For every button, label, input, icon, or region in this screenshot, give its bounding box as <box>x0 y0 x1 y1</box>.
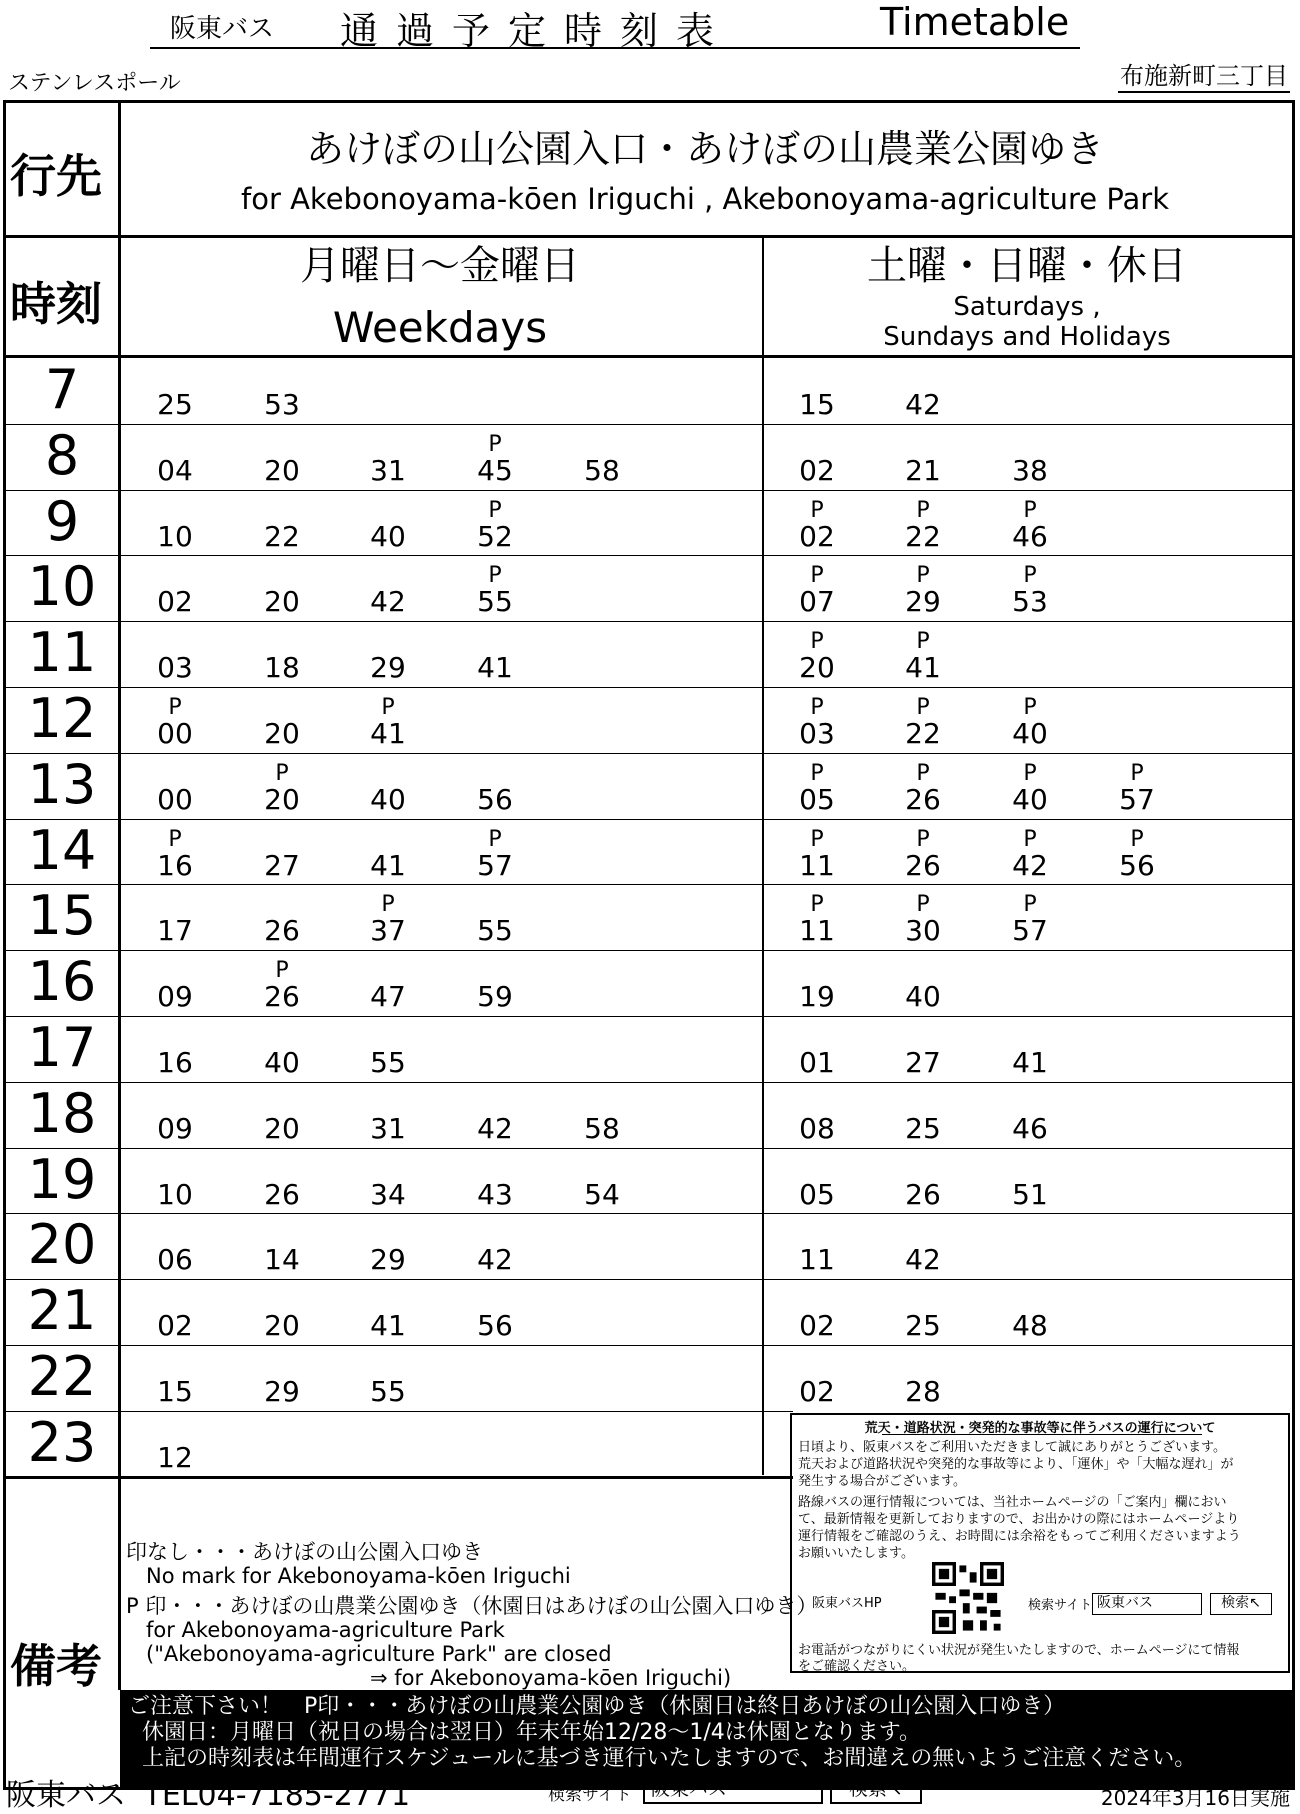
holiday-departure-minute: 22 <box>905 717 941 750</box>
destination-en: for Akebonoyama-kōen Iriguchi , Akebonoyama-agriculture Park <box>241 182 1169 216</box>
p-mark: P <box>916 760 930 786</box>
holiday-departure-minute: 02 <box>799 1375 835 1408</box>
hour-row-divider <box>3 687 1295 688</box>
weekday-departure-minute: 55 <box>370 1046 406 1079</box>
remarks-no-mark-jp: 印なし・・・あけぼの山公園入口ゆき <box>126 1540 483 1564</box>
hour-label: 9 <box>44 489 80 553</box>
caution-line: 上記の時刻表は年間運行スケジュールに基づき運行いたしますので、お間違えの無いようご注意ください。 <box>142 1746 1197 1771</box>
weekday-departure-minute: 16 <box>157 848 193 882</box>
weekday-departure-minute: 17 <box>157 914 193 948</box>
p-mark: P <box>916 629 930 655</box>
weekday-departure-minute: 56 <box>477 782 513 816</box>
holiday-departure-minute: 07 <box>799 585 835 619</box>
holiday-departure-minute: 27 <box>905 1046 941 1079</box>
hour-label: 23 <box>27 1410 97 1474</box>
holiday-departure-minute: 22 <box>905 519 941 553</box>
caution-line: 休園日：月曜日（祝日の場合は翌日）年末年始12/28～1/4は休園となります。 <box>142 1720 922 1745</box>
weekday-departure-minute: 25 <box>157 388 193 421</box>
hour-label: 18 <box>27 1081 97 1145</box>
p-mark: P <box>1023 760 1037 786</box>
weekday-departure-minute: 09 <box>157 980 193 1014</box>
hour-label: 20 <box>27 1213 97 1277</box>
footer-tel[interactable]: TEL04-7185-2771 <box>143 1778 411 1813</box>
weekends-en <box>762 292 1292 352</box>
holiday-departure-minute: 25 <box>905 1309 941 1343</box>
p-mark: P <box>168 695 182 720</box>
hour-row-divider <box>3 1082 1295 1083</box>
holiday-departure-minute: 02 <box>799 453 835 487</box>
remarks-label: 備考 <box>10 1639 102 1693</box>
weekday-departure-minute: 43 <box>477 1177 513 1211</box>
weekday-departure-minute: 55 <box>370 1375 406 1408</box>
weekday-departure-minute: 41 <box>477 651 513 685</box>
weekday-departure-minute: 34 <box>370 1177 406 1211</box>
p-mark: P <box>1023 563 1037 589</box>
holiday-departure-minute: 08 <box>799 1111 835 1145</box>
hour-label: 12 <box>27 687 97 750</box>
weekday-departure-minute: 14 <box>264 1243 300 1277</box>
p-mark: P <box>916 695 930 720</box>
p-mark: P <box>381 892 395 918</box>
holiday-departure-minute: 51 <box>1012 1177 1048 1211</box>
holiday-departure-minute: 26 <box>905 782 941 816</box>
holiday-departure-minute: 01 <box>799 1046 835 1079</box>
p-mark: P <box>1130 826 1144 852</box>
p-mark: P <box>1023 826 1037 852</box>
hour-row-divider <box>3 555 1295 556</box>
weekday-departure-minute: 29 <box>264 1375 300 1408</box>
p-mark: P <box>488 563 502 589</box>
weekday-departure-minute: 06 <box>157 1243 193 1277</box>
p-mark: P <box>1130 760 1144 786</box>
holiday-departure-minute: 26 <box>905 848 941 882</box>
p-mark: P <box>916 826 930 852</box>
hour-row-divider <box>3 1279 1295 1280</box>
header-company: 阪東バス <box>170 14 275 44</box>
holiday-departure-minute: 48 <box>1012 1309 1048 1343</box>
weekday-departure-minute: 20 <box>264 717 300 750</box>
notice-search-field[interactable]: 阪東バス <box>1092 1593 1202 1615</box>
weekday-departure-minute: 20 <box>264 1111 300 1145</box>
p-mark: P <box>810 892 824 918</box>
holiday-departure-minute: 46 <box>1012 1111 1048 1145</box>
weekday-departure-minute: 37 <box>370 914 406 948</box>
holiday-departure-minute: 02 <box>799 519 835 553</box>
remarks-p-mark-en: for Akebonoyama-agriculture Park <box>146 1618 505 1642</box>
p-mark: P <box>275 760 289 786</box>
footer-search-field[interactable]: 阪東バス <box>643 1774 823 1804</box>
holiday-departure-minute: 29 <box>905 585 941 619</box>
p-mark: P <box>168 826 182 852</box>
holiday-departure-minute: 41 <box>905 651 941 685</box>
holiday-departure-minute: 30 <box>905 914 941 948</box>
weekday-departure-minute: 00 <box>157 717 193 750</box>
weekday-departure-minute: 03 <box>157 651 193 685</box>
header-title: 通過予定時刻表 <box>340 9 733 53</box>
weekday-departure-minute: 57 <box>477 848 513 882</box>
p-mark: P <box>810 695 824 720</box>
p-mark: P <box>810 629 824 655</box>
weekday-departure-minute: 31 <box>370 453 406 487</box>
holiday-departure-minute: 46 <box>1012 519 1048 553</box>
weekday-departure-minute: 02 <box>157 1309 193 1343</box>
weekday-departure-minute: 22 <box>264 519 300 553</box>
weekday-departure-minute: 53 <box>264 388 300 421</box>
p-mark: P <box>1023 695 1037 720</box>
weekday-departure-minute: 12 <box>157 1440 193 1474</box>
weekday-departure-minute: 55 <box>477 585 513 619</box>
caution-line: ご注意下さい！ P印・・・あけぼの山農業公園ゆき（休園日は終日あけぼの山公園入口ゆき） <box>128 1694 1066 1719</box>
weekday-departure-minute: 45 <box>477 453 513 487</box>
notice-line: 荒天および道路状況や突発的な事故等により、「運休」や「大幅な遅れ」が <box>798 1457 1234 1472</box>
hp-label: 阪東バスHP <box>812 1596 882 1611</box>
p-mark: P <box>916 563 930 589</box>
header-title-en: Timetable <box>880 0 1070 44</box>
weekends-en-line2: Sundays and Holidays <box>883 322 1171 352</box>
weekday-departure-minute: 20 <box>264 585 300 619</box>
notice-footer-line: をご確認ください。 <box>798 1659 916 1674</box>
notice-line: て、最新情報を更新しておりますので、お出かけの際にはホームページより <box>798 1512 1240 1527</box>
p-mark: P <box>810 826 824 852</box>
holiday-departure-minute: 40 <box>1012 782 1048 816</box>
notice-title: 荒天・道路状況・突発的な事故等に伴うバスの運行について <box>864 1421 1216 1436</box>
holiday-departure-minute: 03 <box>799 717 835 750</box>
holiday-departure-minute: 56 <box>1119 848 1155 882</box>
holiday-departure-minute: 05 <box>799 782 835 816</box>
weekday-departure-minute: 26 <box>264 1177 300 1211</box>
weekday-departure-minute: 59 <box>477 980 513 1014</box>
hour-row-divider <box>3 819 1295 820</box>
p-mark: P <box>916 497 930 523</box>
footer-company-name: 阪東バス <box>6 1778 126 1813</box>
p-mark: P <box>488 826 502 852</box>
weekday-departure-minute: 29 <box>370 651 406 685</box>
hour-label: 11 <box>27 621 97 685</box>
hour-row-divider <box>3 1148 1295 1149</box>
weekday-departure-minute: 29 <box>370 1243 406 1277</box>
weekday-departure-minute: 16 <box>157 1046 193 1079</box>
weekday-departure-minute: 55 <box>477 914 513 948</box>
holiday-departure-minute: 11 <box>799 914 835 948</box>
p-mark: P <box>810 760 824 786</box>
hour-row-divider <box>3 1213 1295 1214</box>
weekday-departure-minute: 20 <box>264 1309 300 1343</box>
holiday-departure-minute: 21 <box>905 453 941 487</box>
holiday-departure-minute: 57 <box>1119 782 1155 816</box>
weekday-departure-minute: 40 <box>370 782 406 816</box>
weekday-departure-minute: 27 <box>264 848 300 882</box>
holiday-departure-minute: 42 <box>905 1243 941 1277</box>
notice-line: 日頃より、阪東バスをご利用いただきまして誠にありがとうございます。 <box>798 1440 1226 1455</box>
header-underline <box>150 47 1080 49</box>
holiday-departure-minute: 41 <box>1012 1046 1048 1079</box>
notice-search-button-label: 検索 <box>1221 1595 1250 1611</box>
destination-jp: あけぼの山公園入口・あけぼの山農業公園ゆき <box>305 127 1104 171</box>
hour-row-divider <box>3 621 1295 622</box>
weekday-departure-minute: 58 <box>584 453 620 487</box>
hour-row-divider <box>3 753 1295 754</box>
weekday-departure-minute: 56 <box>477 1309 513 1343</box>
weekday-departure-minute: 42 <box>477 1111 513 1145</box>
weekday-departure-minute: 41 <box>370 717 406 750</box>
weekday-departure-minute: 52 <box>477 519 513 553</box>
hour-label: 13 <box>27 752 97 816</box>
header-row-divider <box>3 355 1295 358</box>
weekday-departure-minute: 40 <box>370 519 406 553</box>
weekday-departure-minute: 41 <box>370 1309 406 1343</box>
weekday-departure-minute: 40 <box>264 1046 300 1079</box>
holiday-departure-minute: 42 <box>1012 848 1048 882</box>
weekday-departure-minute: 18 <box>264 651 300 685</box>
hour-row-divider <box>3 1016 1295 1017</box>
weekday-departure-minute: 10 <box>157 519 193 553</box>
weekday-departure-minute: 26 <box>264 980 300 1014</box>
p-mark: P <box>275 958 289 984</box>
weekday-departure-minute: 42 <box>477 1243 513 1277</box>
operation-notice <box>790 1413 1290 1673</box>
weekday-departure-minute: 04 <box>157 453 193 487</box>
notice-search-label: 検索サイト <box>1028 1598 1093 1613</box>
day-type-divider <box>762 235 764 1475</box>
hour-label: 14 <box>27 818 97 882</box>
holiday-departure-minute: 11 <box>799 848 835 882</box>
qr-code-icon[interactable] <box>932 1562 1004 1634</box>
p-mark: P <box>381 695 395 720</box>
hour-row-divider <box>3 950 1295 951</box>
weekday-departure-minute: 26 <box>264 914 300 948</box>
weekday-departure-minute: 31 <box>370 1111 406 1145</box>
weekday-departure-minute: 00 <box>157 782 193 816</box>
holiday-departure-minute: 26 <box>905 1177 941 1211</box>
weekday-departure-minute: 58 <box>584 1111 620 1145</box>
pole-type: ステンレスポール <box>8 71 181 96</box>
hour-label: 17 <box>27 1016 97 1079</box>
p-mark: P <box>1023 497 1037 523</box>
holiday-departure-minute: 19 <box>799 980 835 1014</box>
weekday-departure-minute: 20 <box>264 453 300 487</box>
schedule-bottom-divider <box>3 1476 793 1479</box>
hour-label: 21 <box>27 1279 97 1343</box>
notice-title-underline <box>882 1434 1202 1435</box>
weekday-departure-minute: 09 <box>157 1111 193 1145</box>
destination-label: 行先 <box>10 149 102 203</box>
holiday-departure-minute: 02 <box>799 1309 835 1343</box>
effective-date: 2024年3月16日実施 <box>1100 1786 1290 1810</box>
holiday-departure-minute: 38 <box>1012 453 1048 487</box>
cursor-icon: ↖ <box>1249 1595 1261 1611</box>
hour-row-divider <box>3 424 1295 425</box>
remarks-no-mark-en: No mark for Akebonoyama-kōen Iriguchi <box>146 1564 571 1588</box>
remarks-p-mark-jp: P 印・・・あけぼの山農業公園ゆき（休園日はあけぼの山公園入口ゆき） <box>126 1594 818 1618</box>
notice-footer-line: お電話がつながりにくい状況が発生いたしますので、ホームページにて情報 <box>798 1643 1240 1658</box>
weekday-departure-minute: 41 <box>370 848 406 882</box>
weekday-departure-minute: 20 <box>264 782 300 816</box>
hour-label: 8 <box>44 423 80 487</box>
stop-name: 布施新町三丁目 <box>1118 56 1290 93</box>
hour-label: 19 <box>27 1147 97 1211</box>
footer-search-button[interactable] <box>830 1774 922 1804</box>
weekday-departure-minute: 10 <box>157 1177 193 1211</box>
holiday-departure-minute: 20 <box>799 651 835 685</box>
notice-line: 発生する場合がございます。 <box>798 1474 966 1489</box>
hour-row-divider <box>3 1411 793 1412</box>
weekdays-jp: 月曜日～金曜日 <box>300 243 580 289</box>
hour-label: 15 <box>27 884 97 948</box>
holiday-departure-minute: 28 <box>905 1375 941 1408</box>
p-mark: P <box>810 563 824 589</box>
cursor-icon: ↖ <box>887 1778 903 1800</box>
remarks-p-mark-fallback: ⇒ for Akebonoyama-kōen Iriguchi) <box>370 1666 732 1690</box>
holiday-departure-minute: 05 <box>799 1177 835 1211</box>
holiday-departure-minute: 42 <box>905 388 941 421</box>
weekends-en-line1: Saturdays , <box>953 292 1101 322</box>
footer-search-label: 検索サイト <box>548 1785 632 1805</box>
p-mark: P <box>810 497 824 523</box>
holiday-departure-minute: 11 <box>799 1243 835 1277</box>
weekdays-en: Weekdays <box>332 303 548 352</box>
hour-row-divider <box>3 490 1295 491</box>
holiday-departure-minute: 15 <box>799 388 835 421</box>
hour-label: 16 <box>27 950 97 1014</box>
footer-search-button-label: 検索 <box>849 1778 888 1800</box>
remarks-p-mark-closed: ("Akebonoyama-agriculture Park" are closed <box>146 1642 612 1666</box>
p-mark: P <box>488 431 502 457</box>
time-label: 時刻 <box>10 277 102 331</box>
holiday-departure-minute: 25 <box>905 1111 941 1145</box>
weekday-departure-minute: 02 <box>157 585 193 619</box>
weekday-departure-minute: 15 <box>157 1375 193 1408</box>
weekday-departure-minute: 47 <box>370 980 406 1014</box>
notice-line: 運行情報をご確認のうえ、お時間には余裕をもってご利用くださいますよう <box>798 1529 1241 1544</box>
holiday-departure-minute: 40 <box>905 980 941 1014</box>
hour-label: 22 <box>27 1345 97 1408</box>
holiday-departure-minute: 53 <box>1012 585 1048 619</box>
hour-label: 7 <box>44 358 80 421</box>
hour-row-divider <box>3 884 1295 885</box>
weekends-jp: 土曜・日曜・休日 <box>867 243 1187 289</box>
notice-line: お願いいたします。 <box>798 1546 914 1561</box>
weekday-departure-minute: 42 <box>370 585 406 619</box>
weekday-departure-minute: 54 <box>584 1177 620 1211</box>
hour-label: 10 <box>27 555 97 619</box>
holiday-departure-minute: 40 <box>1012 717 1048 750</box>
holiday-departure-minute: 57 <box>1012 914 1048 948</box>
p-mark: P <box>1023 892 1037 918</box>
hour-row-divider <box>3 1345 1295 1346</box>
p-mark: P <box>488 497 502 523</box>
p-mark: P <box>916 892 930 918</box>
notice-search-button[interactable] <box>1210 1593 1272 1615</box>
notice-line: 路線バスの運行情報については、当社ホームページの「ご案内」欄におい <box>798 1495 1227 1510</box>
footer-company <box>6 1770 410 1814</box>
